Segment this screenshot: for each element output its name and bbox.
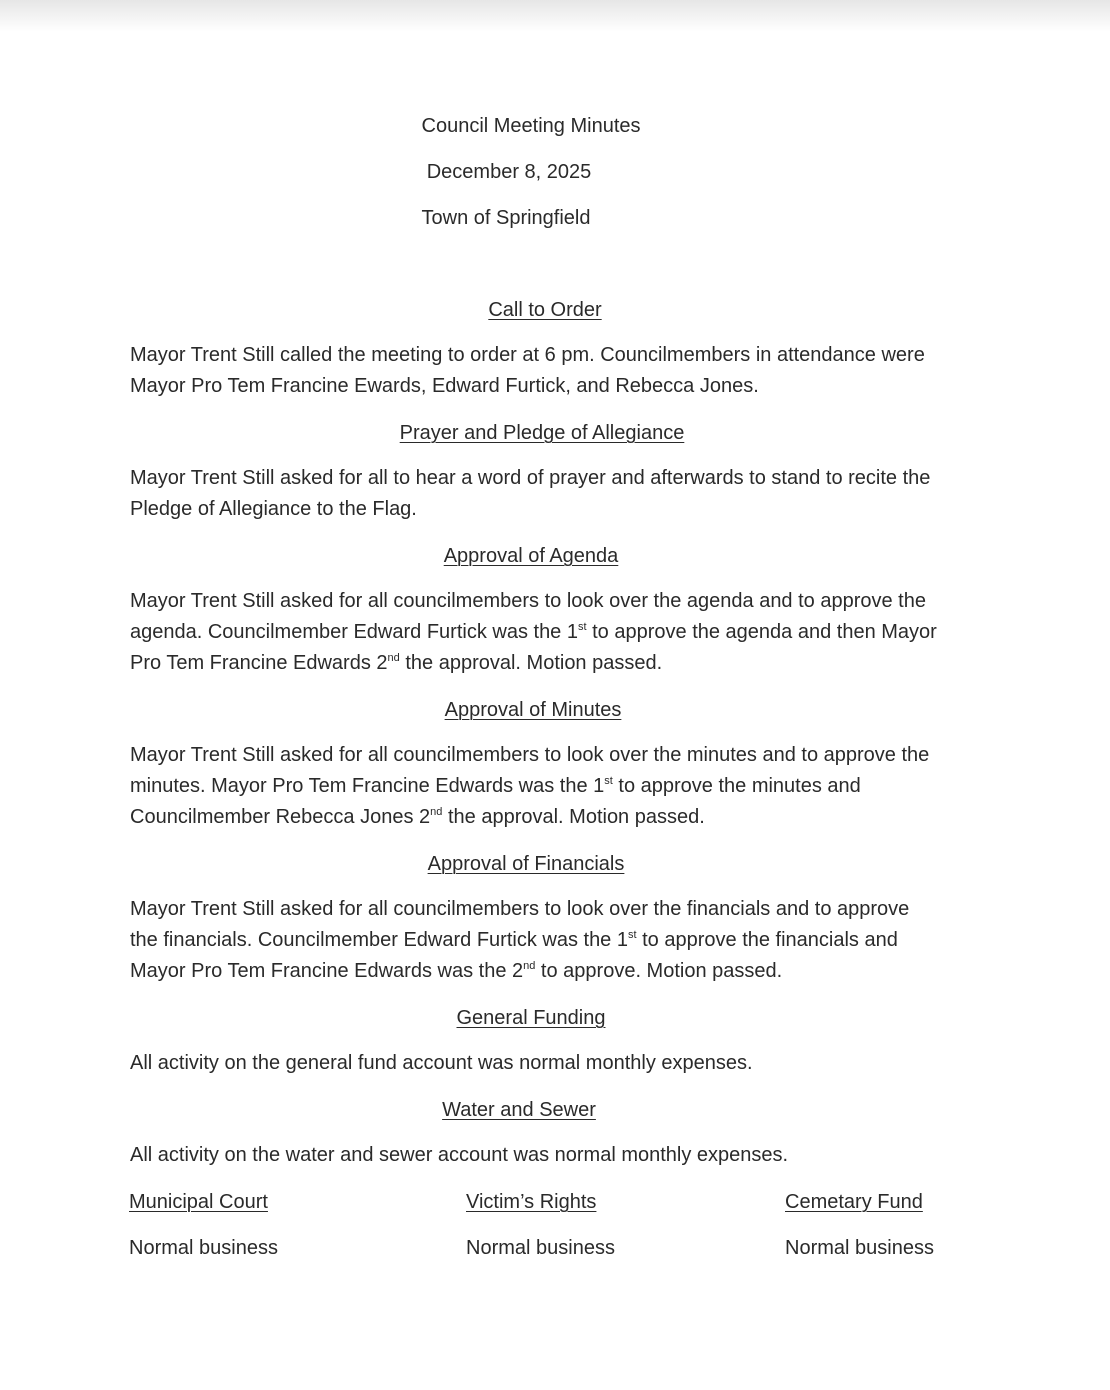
paragraph-line [130, 802, 990, 833]
heading-water-sewer: Water and Sewer [442, 1099, 596, 1121]
text-run: the approval. Motion passed. [399, 652, 663, 674]
text-run: the financials. Councilmember Edward Furtick was the 1 [130, 929, 628, 951]
cemetary-fund-status: Normal business [785, 1237, 934, 1259]
paragraph-approval-minutes [130, 740, 990, 833]
paragraph-approval-agenda [130, 586, 990, 679]
ordinal-suffix: nd [387, 652, 400, 664]
paragraph-line: Pledge of Allegiance to the Flag. [130, 498, 417, 520]
paragraph-line: Mayor Trent Still asked for all councilmembers to look over the agenda and to approve the [130, 590, 926, 612]
heading-approval-financials: Approval of Financials [427, 853, 625, 875]
heading-cemetary-fund: Cemetary Fund [785, 1191, 923, 1213]
text-run: Pro Tem Francine Edwards 2 [130, 652, 388, 674]
paragraph-line: Mayor Trent Still asked for all councilmembers to look over the minutes and to approve the [130, 744, 930, 766]
text-run: to approve. Motion passed. [535, 960, 783, 982]
text-run: to approve the agenda and then Mayor [586, 621, 937, 643]
paragraph-line: Mayor Trent Still called the meeting to order at 6 pm. Councilmembers in attendance were [130, 344, 925, 366]
text-run: the approval. Motion passed. [442, 806, 705, 828]
text-run: minutes. Mayor Pro Tem Francine Edwards was the 1 [130, 775, 605, 797]
text-run: Councilmember Rebecca Jones 2 [130, 806, 431, 828]
paragraph-line [130, 956, 990, 987]
text-run: agenda. Councilmember Edward Furtick was the 1 [130, 621, 578, 643]
heading-general-funding: General Funding [456, 1007, 606, 1029]
victims-rights-status: Normal business [466, 1237, 615, 1259]
paragraph-line: Mayor Trent Still asked for all to hear a word of prayer and afterwards to stand to recite the [130, 467, 931, 489]
paragraph-approval-financials [130, 894, 990, 987]
text-run: to approve the financials and [636, 929, 898, 951]
text-run: Mayor Pro Tem Francine Edwards was the 2 [130, 960, 524, 982]
paragraph-line: Mayor Pro Tem Francine Ewards, Edward Furtick, and Rebecca Jones. [130, 375, 759, 397]
paragraph-line [130, 648, 990, 679]
ordinal-suffix: st [628, 929, 637, 941]
paragraph-general-funding [130, 1048, 990, 1079]
paragraph-line [130, 925, 990, 956]
paragraph-line [130, 617, 990, 648]
paragraph-line [130, 771, 990, 802]
heading-prayer-pledge: Prayer and Pledge of Allegiance [399, 422, 685, 444]
text-run: to approve the minutes and [612, 775, 861, 797]
paragraph-water-sewer [130, 1140, 990, 1171]
ordinal-suffix: nd [430, 806, 443, 818]
paragraph-line: All activity on the water and sewer account was normal monthly expenses. [130, 1144, 789, 1166]
ordinal-suffix: st [578, 621, 587, 633]
paragraph-call-to-order [130, 340, 990, 402]
document-title: Council Meeting Minutes [421, 115, 641, 137]
ordinal-suffix: nd [523, 960, 536, 972]
heading-municipal-court: Municipal Court [129, 1191, 268, 1213]
heading-call-to-order: Call to Order [488, 299, 602, 321]
town-name: Town of Springfield [421, 207, 591, 229]
heading-victims-rights: Victim’s Rights [466, 1191, 597, 1213]
paragraph-prayer-pledge [130, 463, 990, 525]
paragraph-line: Mayor Trent Still asked for all councilmembers to look over the financials and to approve [130, 898, 910, 920]
ordinal-suffix: st [604, 775, 613, 787]
paragraph-line: All activity on the general fund account was normal monthly expenses. [130, 1052, 753, 1074]
heading-approval-minutes: Approval of Minutes [444, 699, 622, 721]
heading-approval-agenda: Approval of Agenda [443, 545, 619, 567]
meeting-date: December 8, 2025 [426, 161, 592, 183]
municipal-court-status: Normal business [129, 1237, 278, 1259]
